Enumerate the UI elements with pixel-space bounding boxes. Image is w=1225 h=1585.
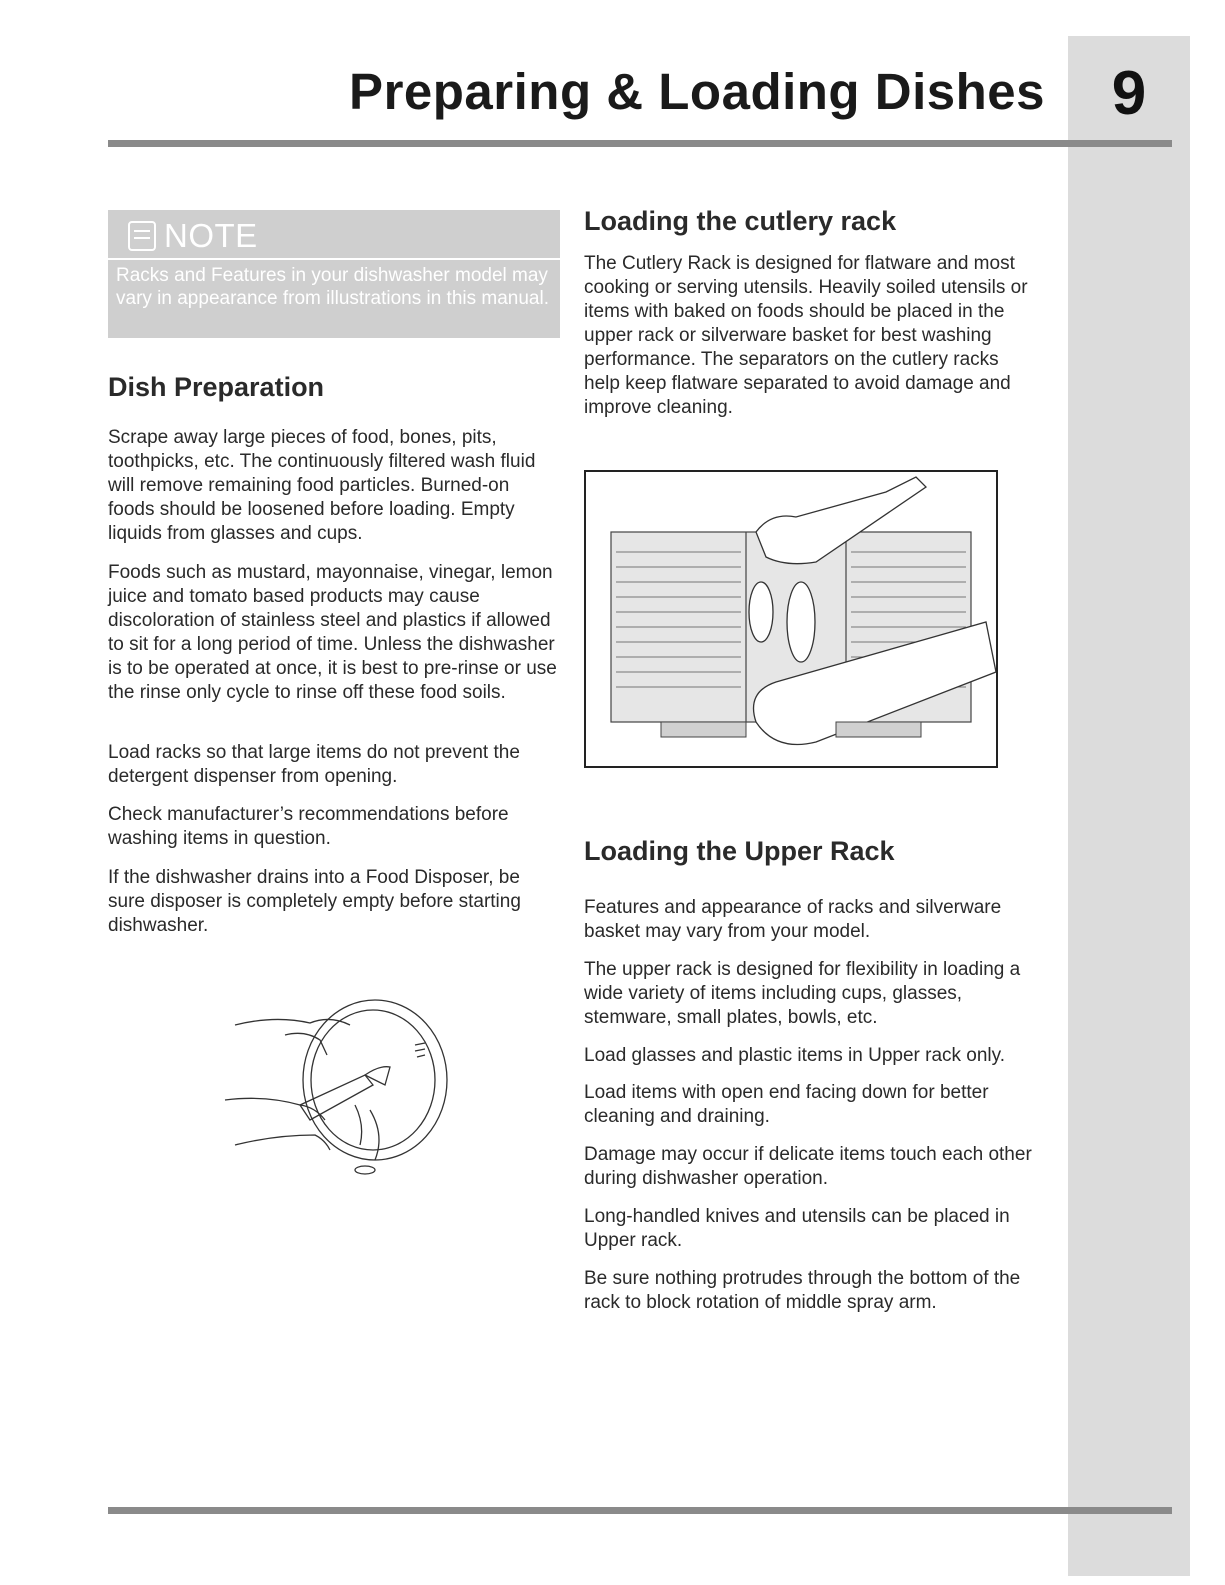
dish-prep-paragraph-4: Check manufacturer’s recommendations before washing items in question. xyxy=(108,804,509,849)
dish-preparation-heading: Dish Preparation xyxy=(108,372,325,402)
dish-prep-paragraph-3: Load racks so that large items do not prevent the detergent dispenser from opening. xyxy=(108,742,520,787)
page-number: 9 xyxy=(1111,59,1147,128)
dish-prep-paragraph-2: Foods such as mustard, mayonnaise, vinegar, lemon juice and tomato based products may cause discoloration of stainless steel and plastics if allowed to sit for a long period of time. Unless the dishwasher is to be operated at once, it is best to pre-rinse or use the rinse only cycle to rinse off these food soils. xyxy=(108,562,557,703)
scraping-plate-illustration xyxy=(215,995,465,1195)
upper-rack-paragraph-2: The upper rack is designed for flexibility in loading a wide variety of items including cups, glasses, stemware, small plates, bowls, etc. xyxy=(584,959,1021,1028)
dish-prep-paragraph-5: If the dishwasher drains into a Food Disposer, be sure disposer is completely empty before starting dishwasher. xyxy=(108,867,521,936)
footer-rule xyxy=(108,1507,1172,1514)
upper-rack-paragraph-4: Load items with open end facing down for better cleaning and draining. xyxy=(584,1082,989,1127)
upper-rack-heading: Loading the Upper Rack xyxy=(584,836,895,866)
note-text: Racks and Features in your dishwasher model may vary in appearance from illustrations in this manual. xyxy=(116,265,549,309)
note-divider xyxy=(108,258,560,260)
cutlery-rack-paragraph: The Cutlery Rack is designed for flatware and most cooking or serving utensils. Heavily soiled utensils or items with baked on foods should be placed in the upper rack or silverware basket for best washing performance. The separators on the cutlery racks help keep flatware separated to avoid damage and improve cleaning. xyxy=(584,253,1028,418)
note-pad-icon xyxy=(128,221,156,251)
upper-rack-paragraph-1: Features and appearance of racks and silverware basket may vary from your model. xyxy=(584,897,1002,942)
upper-rack-paragraph-6: Long-handled knives and utensils can be placed in Upper rack. xyxy=(584,1206,1010,1251)
cutlery-rack-illustration xyxy=(584,470,998,768)
cutlery-rack-heading: Loading the cutlery rack xyxy=(584,206,897,236)
note-heading: NOTE xyxy=(164,217,258,254)
note-heading-row xyxy=(128,217,258,255)
dish-prep-paragraph-1: Scrape away large pieces of food, bones, pits, toothpicks, etc. The continuously filtered wash fluid will remove remaining food particles. Burned-on foods should be loosened before loading. Empty liquids from glasses and cups. xyxy=(108,427,536,544)
upper-rack-paragraph-5: Damage may occur if delicate items touch each other during dishwasher operation. xyxy=(584,1144,1032,1189)
header-rule xyxy=(108,140,1172,147)
page-title: Preparing & Loading Dishes xyxy=(349,63,1045,120)
note-box xyxy=(108,210,560,338)
chapter-side-tab xyxy=(1068,36,1190,1576)
upper-rack-paragraph-7: Be sure nothing protrudes through the bottom of the rack to block rotation of middle spray arm. xyxy=(584,1268,1021,1313)
upper-rack-paragraph-3: Load glasses and plastic items in Upper rack only. xyxy=(584,1045,1006,1066)
